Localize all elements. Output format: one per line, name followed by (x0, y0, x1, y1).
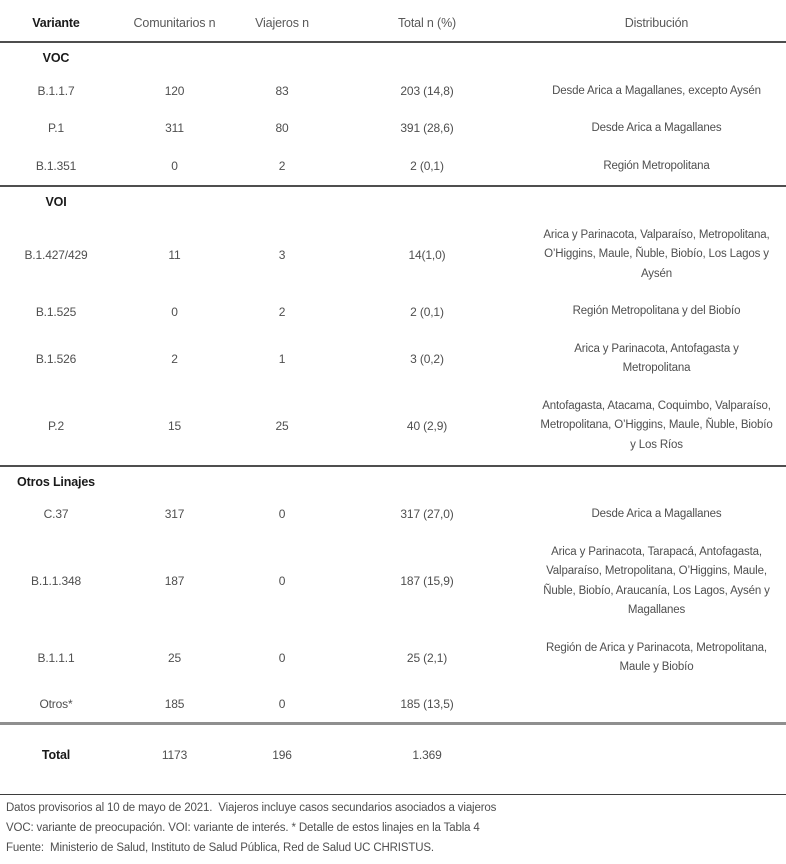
col-header-comunitarios: Comunitarios n (112, 4, 237, 42)
cell-viajeros: 0 (278, 574, 286, 589)
table-row (0, 687, 786, 723)
cell-viajeros: 3 (278, 247, 286, 262)
cell-distribucion: Región Metropolitana (527, 148, 786, 187)
table-row (0, 73, 786, 111)
total-viajeros: 196 (272, 748, 292, 763)
cell-comunitarios: 0 (171, 304, 178, 319)
table-row (0, 217, 786, 294)
cell-total: 391 (28,6) (400, 121, 454, 136)
col-header-total: Total n (%) (327, 4, 527, 42)
cell-comunitarios: 25 (167, 650, 182, 665)
footnote-provisional: Datos provisorios al 10 de mayo de 2021. Viajeros incluye casos secundarios asociados a viajeros (6, 802, 497, 815)
cell-total: 14(1,0) (408, 247, 446, 262)
cell-total: 185 (13,5) (327, 687, 527, 723)
section-label: VOI (45, 195, 67, 210)
cell-comunitarios: 11 (168, 247, 181, 262)
cell-distribucion: Región Metropolitana y del Biobío (572, 305, 741, 318)
cell-variante: B.1.525 (35, 304, 77, 319)
cell-total: 25 (2,1) (406, 650, 448, 665)
section-label: VOC (42, 51, 70, 65)
section-header-row (0, 186, 786, 217)
cell-distribucion (527, 687, 786, 723)
cell-comunitarios: 311 (165, 121, 184, 136)
table-row (0, 110, 786, 148)
table-row (0, 293, 786, 331)
cell-distribucion: Desde Arica a Magallanes (591, 508, 722, 521)
cell-variante: B.1.351 (0, 148, 112, 187)
cell-total: 3 (0,2) (410, 351, 444, 366)
section-header-row (0, 466, 786, 497)
section-header-row (0, 42, 786, 73)
cell-distribucion: Arica y Parinacota, Tarapacá, Antofagasta, Valparaíso, Metropolitana, O’Higgins, Maule, Ñuble, Biobío, Araucanía, Los Lagos, Aysén y Magallanes (543, 545, 770, 617)
footnotes (0, 794, 786, 864)
cell-variante: P.1 (47, 121, 64, 136)
cell-viajeros: 0 (278, 650, 286, 665)
footnote-source: Fuente: Ministerio de Salud, Instituto de Salud Pública, Red de Salud UC CHRISTUS. (6, 841, 434, 854)
cell-distribucion: Desde Arica a Magallanes (591, 122, 722, 135)
total-comunitarios: 1173 (161, 748, 188, 763)
cell-comunitarios: 0 (112, 148, 237, 187)
cell-total: 317 (27,0) (400, 507, 454, 522)
cell-viajeros: 0 (278, 507, 286, 522)
cell-distribucion: Arica y Parinacota, Antofagasta y Metropolitana (574, 342, 739, 375)
cell-distribucion: Región de Arica y Parinacota, Metropolitana, Maule y Biobío (546, 641, 767, 674)
cell-distribucion: Antofagasta, Atacama, Coquimbo, Valparaíso, Metropolitana, O’Higgins, Maule, Ñuble, Biobío y Los Ríos (527, 388, 786, 466)
cell-variante: C.37 (43, 507, 69, 522)
cell-total: 2 (0,1) (327, 148, 527, 187)
table-row (0, 534, 786, 630)
cell-viajeros: 25 (237, 388, 327, 466)
section-spacer (112, 186, 786, 217)
col-header-variante: Variante (0, 4, 112, 42)
cell-comunitarios: 185 (112, 687, 237, 723)
section-label: Otros Linajes (17, 474, 95, 489)
footnote-definitions: VOC: variante de preocupación. VOI: variante de interés. * Detalle de estos linajes en la Tabla 4 (6, 821, 480, 834)
total-row (0, 723, 786, 794)
cell-variante: B.1.526 (35, 351, 77, 366)
total-distribucion (527, 723, 786, 794)
table-header-row (0, 4, 786, 42)
cell-total: 187 (15,9) (400, 574, 454, 589)
section-spacer (112, 42, 786, 73)
cell-variante: Otros* (0, 687, 112, 723)
cell-viajeros: 83 (275, 83, 289, 98)
cell-comunitarios: 120 (164, 83, 185, 98)
col-header-viajeros: Viajeros n (237, 4, 327, 42)
cell-viajeros: 80 (275, 121, 289, 136)
cell-comunitarios: 317 (164, 507, 185, 522)
cell-variante: B.1.1.348 (30, 574, 82, 589)
cell-variante: B.1.1.7 (37, 83, 75, 98)
total-total: 1.369 (412, 748, 442, 763)
table-row (0, 630, 786, 687)
cell-viajeros: 2 (237, 148, 327, 187)
cell-viajeros: 2 (278, 304, 286, 319)
table-row (0, 331, 786, 388)
total-label: Total (41, 747, 71, 762)
cell-comunitarios: 187 (164, 574, 185, 589)
col-header-distribucion: Distribución (527, 4, 786, 42)
cell-variante: P.2 (0, 388, 112, 466)
cell-comunitarios: 2 (171, 351, 178, 366)
cell-total: 40 (2,9) (327, 388, 527, 466)
cell-total: 2 (0,1) (410, 304, 444, 319)
cell-variante: B.1.1.1 (37, 650, 75, 665)
cell-comunitarios: 15 (112, 388, 237, 466)
section-spacer (112, 466, 786, 497)
cell-variante: B.1.427/429 (24, 247, 88, 262)
table-row (0, 148, 786, 187)
variant-distribution-table (0, 4, 786, 794)
cell-viajeros: 0 (237, 687, 327, 723)
table-row (0, 496, 786, 534)
cell-viajeros: 1 (278, 351, 286, 366)
cell-total: 203 (14,8) (400, 83, 454, 98)
table-row (0, 388, 786, 466)
cell-distribucion: Desde Arica a Magallanes, excepto Aysén (552, 84, 761, 97)
cell-distribucion: Arica y Parinacota, Valparaíso, Metropolitana, O’Higgins, Maule, Ñuble, Biobío, Los Lagos y Aysén (543, 228, 770, 280)
